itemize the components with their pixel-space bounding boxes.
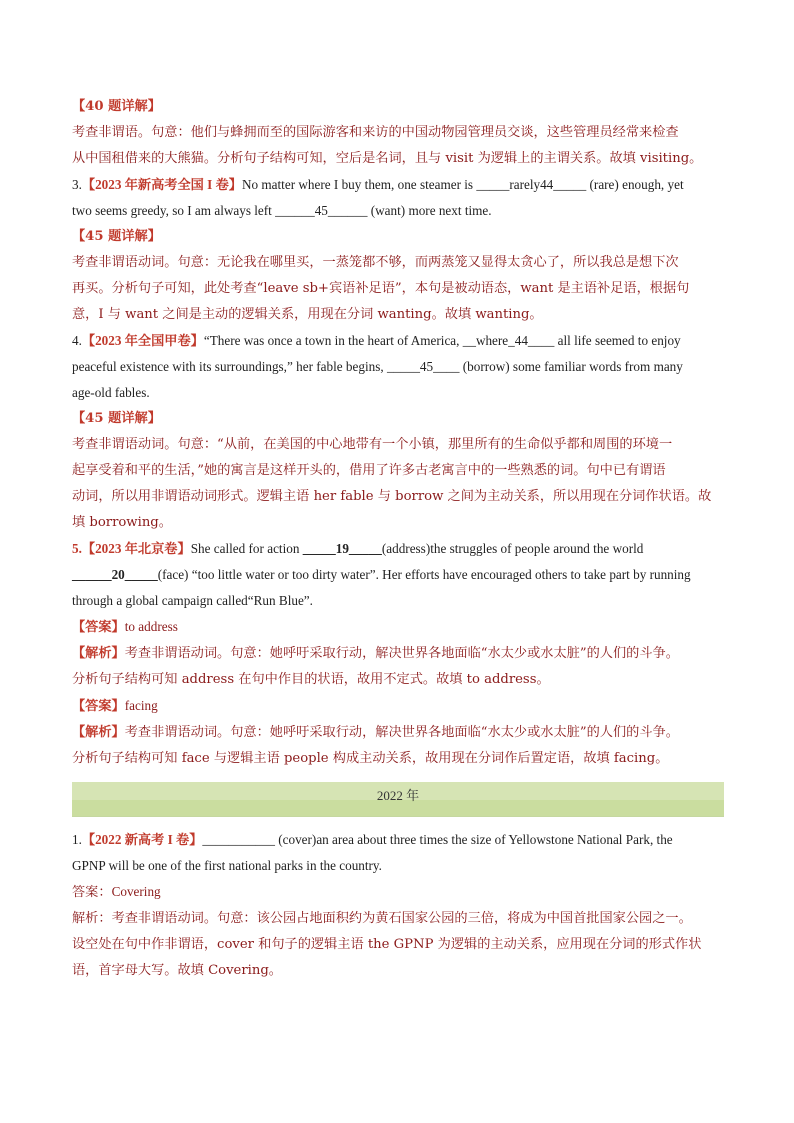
q2022-question-line-1: [72, 827, 724, 853]
year-banner: [72, 782, 724, 817]
q4-number: 4.: [72, 333, 82, 348]
q2022-question-line-2: GPNP will be one of the first national parks in the country.: [72, 858, 382, 873]
q5-explanation-2-label: 【解析】: [72, 725, 125, 740]
q40-explanation-line-1: 考查非谓语。句意：他们与蜂拥而至的国际游客和来访的中国动物园管理员交谈，这些管理员经常来检查: [72, 125, 679, 140]
q5-explanation-1-text: 考查非谓语动词。句意：她呼吁采取行动，解决世界各地面临“水太少或水太脏”的人们的斗争。: [124, 646, 679, 661]
q3-question-line-1: [72, 172, 724, 198]
q5-question-line-3: through a global campaign called“Run Blue”.: [72, 593, 313, 608]
q5-answer-1-value: to address: [124, 619, 178, 634]
q3-blank-1: _____rarely44_____: [476, 177, 587, 192]
q4-heading: 【45 题详解】: [72, 411, 161, 426]
q3-text-4: (want) more next time.: [367, 203, 492, 218]
q4-question-line-3: age-old fables.: [72, 385, 150, 400]
q2022-text-1: (cover)an area about three times the size of Yellowstone National Park, the: [274, 832, 673, 847]
q4-question-line-1: [72, 328, 724, 354]
q2022-explanation-line-1: [72, 906, 724, 932]
q5-answer-2: [72, 693, 724, 720]
q3-source-tag: 【2023 年新高考全国 I 卷】: [81, 177, 242, 192]
q4-text-2: all life seemed to enjoy: [554, 333, 681, 348]
q5-question-line-2: [72, 562, 724, 588]
q5-explanation-1-label: 【解析】: [72, 646, 125, 661]
q3-number: 3.: [72, 177, 82, 192]
q3-explanation-line-3: 意，I 与 want 之间是主动的逻辑关系，用现在分词 wanting。故填 wanting。: [72, 307, 543, 322]
q4-text-1: “There was once a town in the heart of America,: [203, 333, 463, 348]
q5-answer-1: [72, 614, 724, 641]
q4-text-3: peaceful existence with its surroundings,” her fable begins,: [72, 359, 387, 374]
q2022-explanation-line-2: 设空处在句中作非谓语，cover 和句子的逻辑主语 the GPNP 为逻辑的主动关系，应用现在分词的形式作状: [72, 937, 702, 952]
q3-text-2: (rare) enough, yet: [586, 177, 684, 192]
q4-explanation-line-1: 考查非谓语动词。句意：“从前，在美国的中心地带有一个小镇，那里所有的生命似乎都和周围的环境一: [72, 437, 673, 452]
q5-text-1: She called for action: [190, 541, 303, 556]
q5-question-line-1: [72, 536, 724, 562]
q5-number: 5.: [72, 541, 82, 556]
document-page: [72, 94, 724, 984]
q3-question-line-2: [72, 198, 724, 224]
q2022-blank: ___________: [202, 832, 275, 847]
q2022-answer-value: Covering: [111, 884, 161, 899]
q4-explanation-line-2: 起享受着和平的生活，”她的寓言是这样开头的，借用了许多古老寓言中的一些熟悉的词。句中已有谓语: [72, 463, 666, 478]
q2022-explanation-line-3: 语，首字母大写。故填 Covering。: [72, 963, 282, 978]
year-banner-label: 2022 年: [376, 788, 420, 803]
q2022-explanation-label: 解析：: [72, 911, 112, 926]
q3-text-1: No matter where I buy them, one steamer is: [241, 177, 477, 192]
q5-explanation-1-line-2: 分析句子结构可知 address 在句中作目的状语，故用不定式。故填 to address。: [72, 672, 550, 687]
q4-source-tag: 【2023 年全国甲卷】: [81, 333, 204, 348]
q4-blank-2: _____45____: [386, 359, 460, 374]
q5-source-tag: 【2023 年北京卷】: [81, 541, 191, 556]
q3-explanation-line-1: 考查非谓语动词。句意：无论我在哪里买，一蒸笼都不够，而两蒸笼又显得太贪心了，所以我总是想下次: [72, 255, 679, 270]
q3-text-3: two seems greedy, so I am always left: [72, 203, 276, 218]
q4-question-line-2: [72, 354, 724, 380]
q5-text-3: (face) “too little water or too dirty water”. Her efforts have encouraged others to take part by running: [157, 567, 691, 582]
q3-explanation-line-2: 再买。分析句子可知，此处考查“leave sb+宾语补足语”，本句是被动语态，want 是主语补足语，根据句: [72, 281, 690, 296]
q5-text-2: (address)the struggles of people around the world: [381, 541, 644, 556]
q4-text-4: (borrow) some familiar words from many: [459, 359, 683, 374]
q40-explanation-line-2: 从中国租借来的大熊猫。分析句子结构可知，空后是名词，且与 visit 为逻辑上的主谓关系。故填 visiting。: [72, 151, 703, 166]
q2022-answer: [72, 879, 724, 906]
q4-blank-1: __where_44____: [462, 333, 555, 348]
q5-explanation-2-text: 考查非谓语动词。句意：她呼吁采取行动，解决世界各地面临“水太少或水太脏”的人们的斗争。: [124, 725, 679, 740]
q3-blank-2: ______45______: [275, 203, 368, 218]
q4-explanation-line-3: 动词，所以用非谓语动词形式。逻辑主语 her fable 与 borrow 之间为主动关系，所以用现在分词作状语。故: [72, 489, 712, 504]
q5-explanation-1-line-1: [72, 641, 724, 667]
q2022-source-tag: 【2022 新高考 I 卷】: [81, 832, 203, 847]
q3-heading: 【45 题详解】: [72, 229, 161, 244]
q5-answer-2-value: facing: [124, 698, 158, 713]
q2022-answer-label: 答案：: [72, 885, 112, 900]
q5-blank-1: _____19_____: [302, 541, 382, 556]
q5-answer-2-label: 【答案】: [72, 699, 125, 714]
q5-explanation-2-line-2: 分析句子结构可知 face 与逻辑主语 people 构成主动关系，故用现在分词作后置定语，故填 facing。: [72, 751, 669, 766]
q5-explanation-2-line-1: [72, 720, 724, 746]
q2022-explanation-text: 考查非谓语动词。句意：该公园占地面积约为黄石国家公园的三倍，将成为中国首批国家公园之一。: [111, 911, 692, 926]
q40-heading: 【40 题详解】: [72, 99, 161, 114]
q4-explanation-line-4: 填 borrowing。: [72, 515, 172, 530]
q5-answer-1-label: 【答案】: [72, 620, 125, 635]
q5-blank-2: ______20_____: [72, 567, 158, 582]
q2022-number: 1.: [72, 832, 82, 847]
